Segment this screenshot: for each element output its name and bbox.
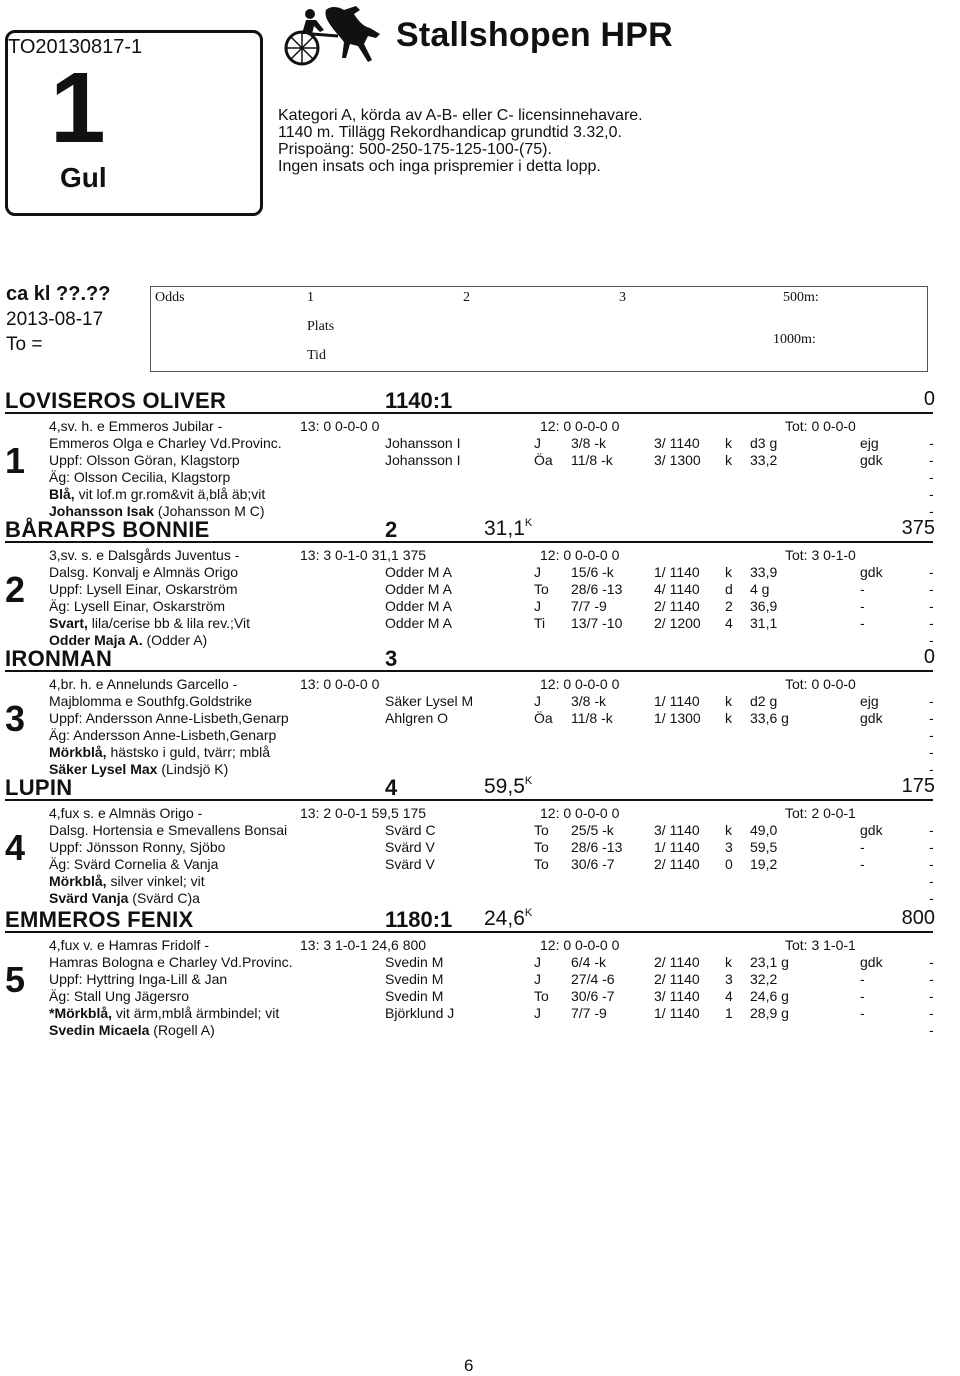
info-cell-bold: Mörkblå, bbox=[49, 873, 107, 889]
info-cell-d: Tot: 0 0-0-0 bbox=[785, 418, 856, 434]
info-cell-l: - bbox=[929, 988, 934, 1004]
horse-start-post: 4 bbox=[385, 775, 398, 800]
info-cell-f: J bbox=[534, 954, 541, 970]
info-cell-l: - bbox=[929, 971, 934, 987]
info-cell-c: 12: 0 0-0-0 0 bbox=[540, 805, 620, 821]
info-cell-l: - bbox=[929, 486, 934, 502]
horse-info-row bbox=[0, 822, 960, 839]
info-cell bbox=[49, 1005, 279, 1021]
info-cell-d: Tot: 3 0-1-0 bbox=[785, 547, 856, 563]
condition-line: Ingen insats och inga prispremier i detta lopp. bbox=[278, 158, 601, 175]
race-conditions bbox=[278, 107, 643, 175]
info-cell-l: - bbox=[929, 839, 934, 855]
info-cell-k: - bbox=[860, 615, 865, 631]
info-cell-h: 1/ 1300 bbox=[654, 710, 701, 726]
info-cell-j: 33,6 g bbox=[750, 710, 789, 726]
info-cell-c: 12: 0 0-0-0 0 bbox=[540, 418, 620, 434]
info-cell-a: Hamras Bologna e Charley Vd.Provinc. bbox=[49, 954, 293, 970]
info-cell-h: 1/ 1140 bbox=[654, 564, 700, 580]
horse-info-row bbox=[0, 873, 960, 890]
info-cell-i: 4 bbox=[725, 988, 733, 1004]
info-cell-i: k bbox=[725, 822, 732, 838]
info-cell-a: Äg: Stall Ung Jägersro bbox=[49, 988, 190, 1004]
info-cell-h: 2/ 1200 bbox=[654, 615, 701, 631]
info-cell-bold: Mörkblå, bbox=[49, 744, 107, 760]
info-cell-f: J bbox=[534, 598, 541, 614]
horse-name: BÅRARPS BONNIE bbox=[5, 517, 210, 542]
horse-money: 800 bbox=[901, 907, 935, 929]
info-cell-rest: (Svärd C)a bbox=[128, 890, 200, 906]
horse-info-row bbox=[0, 598, 960, 615]
split-1000m: 1000m: bbox=[773, 332, 816, 347]
info-cell-a: 4,fux v. e Hamras Fridolf - bbox=[49, 937, 210, 953]
horse-info-row bbox=[0, 988, 960, 1005]
info-cell-j: 19,2 bbox=[750, 856, 778, 872]
info-cell-i: 1 bbox=[725, 1005, 733, 1021]
info-cell-l: - bbox=[929, 581, 934, 597]
info-cell-i: k bbox=[725, 564, 732, 580]
info-cell-e: Odder M A bbox=[385, 598, 452, 614]
info-cell-a: Äg: Lysell Einar, Oskarström bbox=[49, 598, 226, 614]
info-cell-b: 13: 0 0-0-0 0 bbox=[300, 676, 380, 692]
info-cell-i: 0 bbox=[725, 856, 733, 872]
horse-pedigree-row bbox=[0, 418, 960, 435]
info-cell-e: Odder M A bbox=[385, 564, 452, 580]
horse-pedigree-row bbox=[0, 547, 960, 564]
horse-record bbox=[484, 907, 532, 931]
info-cell-k: gdk bbox=[860, 452, 883, 468]
horse-info-row bbox=[0, 856, 960, 873]
horse-number: 1 bbox=[5, 440, 26, 481]
info-cell-h: 1/ 1140 bbox=[654, 1005, 700, 1021]
info-cell-h: 3/ 1140 bbox=[654, 822, 700, 838]
horse-info-row bbox=[0, 1005, 960, 1022]
record-time: 24,6 bbox=[484, 907, 525, 930]
info-cell-j: 49,0 bbox=[750, 822, 778, 838]
race-color: Gul bbox=[60, 162, 107, 193]
info-cell-g: 28/6 -13 bbox=[571, 839, 623, 855]
horse-number: 3 bbox=[5, 698, 26, 739]
horse-info-row bbox=[0, 452, 960, 469]
info-cell-f: Ti bbox=[534, 615, 546, 631]
info-cell-l: - bbox=[929, 954, 934, 970]
info-cell-l: - bbox=[929, 1022, 934, 1038]
info-cell-l: - bbox=[929, 761, 934, 777]
horse-money: 0 bbox=[923, 388, 935, 410]
info-cell-i: 3 bbox=[725, 971, 733, 987]
place-3: 3 bbox=[619, 290, 626, 305]
info-cell-c: 12: 0 0-0-0 0 bbox=[540, 937, 620, 953]
info-cell-i: 2 bbox=[725, 598, 733, 614]
info-cell-e: Odder M A bbox=[385, 615, 452, 631]
info-cell bbox=[49, 615, 250, 631]
horse-info-row bbox=[0, 469, 960, 486]
start-info bbox=[6, 282, 110, 357]
info-cell-f: J bbox=[534, 693, 541, 709]
info-cell-l: - bbox=[929, 452, 934, 468]
info-cell-l: - bbox=[929, 1005, 934, 1021]
horse-info-row bbox=[0, 615, 960, 632]
info-cell-e: Svärd V bbox=[385, 839, 435, 855]
place-1: 1 bbox=[307, 290, 314, 305]
info-cell-l: - bbox=[929, 598, 934, 614]
info-cell-i: k bbox=[725, 954, 732, 970]
info-cell-j: 59,5 bbox=[750, 839, 778, 855]
horse-divider bbox=[5, 931, 933, 933]
info-cell-j: 28,9 g bbox=[750, 1005, 789, 1021]
info-cell-k: gdk bbox=[860, 564, 883, 580]
info-cell-f: J bbox=[534, 1005, 541, 1021]
info-cell-rest: (Odder A) bbox=[142, 632, 208, 648]
info-cell-e: Odder M A bbox=[385, 581, 452, 597]
horse-record bbox=[484, 775, 532, 799]
info-cell-b: 13: 3 0-1-0 31,1 375 bbox=[300, 547, 427, 563]
horse-money: 0 bbox=[923, 646, 935, 668]
info-cell-j: 24,6 g bbox=[750, 988, 789, 1004]
info-cell-j: 33,9 bbox=[750, 564, 778, 580]
info-cell-bold: *Mörkblå, bbox=[49, 1005, 113, 1021]
info-cell-h: 2/ 1140 bbox=[654, 971, 700, 987]
info-cell-a: Äg: Andersson Anne-Lisbeth,Genarp bbox=[49, 727, 277, 743]
info-cell-f: To bbox=[534, 856, 549, 872]
horse-money: 375 bbox=[901, 517, 935, 539]
info-cell-j: 23,1 g bbox=[750, 954, 789, 970]
horse-pedigree-row bbox=[0, 676, 960, 693]
info-cell-k: - bbox=[860, 1005, 865, 1021]
track-code: To = bbox=[6, 334, 43, 355]
info-cell-c: 12: 0 0-0-0 0 bbox=[540, 676, 620, 692]
info-cell-f: To bbox=[534, 988, 549, 1004]
info-cell-h: 2/ 1140 bbox=[654, 954, 700, 970]
info-cell-g: 7/7 -9 bbox=[571, 598, 607, 614]
info-cell-i: k bbox=[725, 710, 732, 726]
horse-start-post: 1140:1 bbox=[385, 388, 453, 413]
info-cell-f: J bbox=[534, 564, 541, 580]
info-cell-a: Uppf: Hyttring Inga-Lill & Jan bbox=[49, 971, 228, 987]
info-cell-e: Ahlgren O bbox=[385, 710, 449, 726]
info-cell-b: 13: 2 0-0-1 59,5 175 bbox=[300, 805, 427, 821]
info-cell bbox=[49, 873, 205, 889]
info-cell-j: 31,1 bbox=[750, 615, 778, 631]
info-cell-e: Björklund J bbox=[385, 1005, 455, 1021]
horse-start-post: 3 bbox=[385, 646, 398, 671]
info-cell-j: 4 g bbox=[750, 581, 770, 597]
record-suffix: K bbox=[524, 517, 533, 529]
info-cell-e: Svedin M bbox=[385, 971, 444, 987]
race-number: 1 bbox=[50, 52, 102, 164]
horse-info-row bbox=[0, 1022, 960, 1039]
brand-title: Stallshopen HPR bbox=[396, 16, 673, 54]
info-cell-l: - bbox=[929, 615, 934, 631]
info-cell-rest: vit lof.m gr.rom&vit ä,blå äb;vit bbox=[74, 486, 266, 502]
info-cell bbox=[49, 761, 228, 777]
info-cell-l: - bbox=[929, 822, 934, 838]
horse-info-row bbox=[0, 761, 960, 778]
horse-money: 175 bbox=[901, 775, 935, 797]
info-cell-a: 3,sv. s. e Dalsgårds Juventus - bbox=[49, 547, 240, 563]
info-cell-i: 4 bbox=[725, 615, 733, 631]
info-cell-k: ejg bbox=[860, 693, 879, 709]
info-cell-a: 4,fux s. e Almnäs Origo - bbox=[49, 805, 203, 821]
info-cell-rest: hästsko i guld, tvärr; mblå bbox=[106, 744, 270, 760]
info-cell-l: - bbox=[929, 693, 934, 709]
info-cell-f: To bbox=[534, 839, 549, 855]
info-cell-f: Öa bbox=[534, 452, 553, 468]
horse-number: 2 bbox=[5, 569, 26, 610]
horse-divider bbox=[5, 670, 933, 672]
info-cell-bold: Odder Maja A. bbox=[49, 632, 143, 648]
info-cell-a: Dalsg. Hortensia e Smevallens Bonsai bbox=[49, 822, 288, 838]
info-cell-g: 15/6 -k bbox=[571, 564, 614, 580]
info-cell-h: 2/ 1140 bbox=[654, 598, 700, 614]
info-cell-h: 1/ 1140 bbox=[654, 693, 700, 709]
horse-info-row bbox=[0, 435, 960, 452]
info-cell-l: - bbox=[929, 632, 934, 648]
plats-label: Plats bbox=[307, 319, 335, 334]
info-cell-g: 3/8 -k bbox=[571, 693, 607, 709]
info-cell-f: J bbox=[534, 435, 541, 451]
info-cell-a: 4,br. h. e Annelunds Garcello - bbox=[49, 676, 238, 692]
info-cell-bold: Svedin Micaela bbox=[49, 1022, 150, 1038]
info-cell-bold: Säker Lysel Max bbox=[49, 761, 158, 777]
horse-info-row bbox=[0, 581, 960, 598]
info-cell-g: 30/6 -7 bbox=[571, 988, 615, 1004]
info-cell-a: Uppf: Andersson Anne-Lisbeth,Genarp bbox=[49, 710, 289, 726]
info-cell-a: Äg: Svärd Cornelia & Vanja bbox=[49, 856, 219, 872]
info-cell-k: - bbox=[860, 971, 865, 987]
info-cell-g: 3/8 -k bbox=[571, 435, 607, 451]
info-cell-b: 13: 3 1-0-1 24,6 800 bbox=[300, 937, 427, 953]
info-cell-l: - bbox=[929, 873, 934, 889]
start-time: ca kl ??.?? bbox=[6, 283, 111, 305]
info-cell-e: Säker Lysel M bbox=[385, 693, 474, 709]
record-time: 59,5 bbox=[484, 775, 525, 798]
info-cell-e: Johansson I bbox=[385, 452, 461, 468]
info-cell-g: 25/5 -k bbox=[571, 822, 614, 838]
info-cell-g: 27/4 -6 bbox=[571, 971, 615, 987]
info-cell-d: Tot: 0 0-0-0 bbox=[785, 676, 856, 692]
info-cell-g: 11/8 -k bbox=[571, 710, 613, 726]
info-cell bbox=[49, 744, 270, 760]
horse-info-row bbox=[0, 632, 960, 649]
info-cell-a: Emmeros Olga e Charley Vd.Provinc. bbox=[49, 435, 282, 451]
horse-pedigree-row bbox=[0, 805, 960, 822]
info-cell bbox=[49, 1022, 215, 1038]
info-cell-f: J bbox=[534, 971, 541, 987]
info-cell-l: - bbox=[929, 435, 934, 451]
odds-box bbox=[150, 286, 928, 372]
info-cell-e: Svedin M bbox=[385, 988, 444, 1004]
info-cell-i: 3 bbox=[725, 839, 733, 855]
horse-divider bbox=[5, 412, 933, 414]
info-cell-l: - bbox=[929, 564, 934, 580]
info-cell-h: 1/ 1140 bbox=[654, 839, 700, 855]
info-cell-k: - bbox=[860, 581, 865, 597]
info-cell-j: d2 g bbox=[750, 693, 778, 709]
info-cell-a: Uppf: Olsson Göran, Klagstorp bbox=[49, 452, 240, 468]
record-time: 31,1 bbox=[484, 517, 525, 540]
info-cell-l: - bbox=[929, 469, 934, 485]
horse-record bbox=[484, 517, 532, 541]
horse-divider bbox=[5, 799, 933, 801]
info-cell-h: 3/ 1300 bbox=[654, 452, 701, 468]
info-cell-g: 13/7 -10 bbox=[571, 615, 623, 631]
info-cell-i: d bbox=[725, 581, 733, 597]
odds-label: Odds bbox=[155, 290, 185, 305]
info-cell-a: 4,sv. h. e Emmeros Jubilar - bbox=[49, 418, 223, 434]
horse-name: IRONMAN bbox=[5, 646, 113, 671]
horse-info-row bbox=[0, 890, 960, 907]
info-cell-g: 30/6 -7 bbox=[571, 856, 615, 872]
info-cell-k: - bbox=[860, 988, 865, 1004]
info-cell-h: 4/ 1140 bbox=[654, 581, 700, 597]
info-cell-a: Uppf: Jönsson Ronny, Sjöbo bbox=[49, 839, 226, 855]
info-cell-e: Svärd V bbox=[385, 856, 435, 872]
info-cell-l: - bbox=[929, 727, 934, 743]
info-cell-h: 3/ 1140 bbox=[654, 435, 700, 451]
horse-info-row bbox=[0, 486, 960, 503]
info-cell-l: - bbox=[929, 710, 934, 726]
horse-number: 5 bbox=[5, 959, 26, 1000]
info-cell-l: - bbox=[929, 503, 934, 519]
info-cell-d: Tot: 2 0-0-1 bbox=[785, 805, 856, 821]
info-cell-l: - bbox=[929, 890, 934, 906]
info-cell-f: To bbox=[534, 581, 549, 597]
info-cell-c: 12: 0 0-0-0 0 bbox=[540, 547, 620, 563]
info-cell-rest: (Johansson M C) bbox=[154, 503, 265, 519]
info-cell-f: To bbox=[534, 822, 549, 838]
info-cell-k: gdk bbox=[860, 710, 883, 726]
info-cell-bold: Johansson Isak bbox=[49, 503, 155, 519]
info-cell-g: 28/6 -13 bbox=[571, 581, 623, 597]
horse-info-row bbox=[0, 727, 960, 744]
info-cell-d: Tot: 3 1-0-1 bbox=[785, 937, 856, 953]
info-cell-e: Svedin M bbox=[385, 954, 444, 970]
condition-line: Kategori A, körda av A-B- eller C- licensinnehavare. bbox=[278, 107, 643, 124]
info-cell-h: 3/ 1140 bbox=[654, 988, 700, 1004]
info-cell-bold: Blå, bbox=[49, 486, 75, 502]
horse-start-post: 1180:1 bbox=[385, 907, 453, 932]
info-cell-l: - bbox=[929, 744, 934, 760]
horse-name: EMMEROS FENIX bbox=[5, 907, 194, 932]
info-cell-k: gdk bbox=[860, 954, 883, 970]
info-cell-k: ejg bbox=[860, 435, 879, 451]
horse-divider bbox=[5, 541, 933, 543]
info-cell-i: k bbox=[725, 693, 732, 709]
condition-line: Prispoäng: 500-250-175-125-100-(75). bbox=[278, 141, 552, 158]
info-cell-a: Majblomma e Southfg.Goldstrike bbox=[49, 693, 253, 709]
condition-line: 1140 m. Tillägg Rekordhandicap grundtid 3.32,0. bbox=[278, 124, 622, 141]
race-date: 2013-08-17 bbox=[6, 309, 104, 330]
horse-number: 4 bbox=[5, 827, 26, 868]
info-cell-i: k bbox=[725, 452, 732, 468]
info-cell-rest: vit ärm,mblå ärmbindel; vit bbox=[112, 1005, 280, 1021]
info-cell-j: d3 g bbox=[750, 435, 778, 451]
info-cell-g: 11/8 -k bbox=[571, 452, 613, 468]
info-cell-a: Dalsg. Konvalj e Almnäs Origo bbox=[49, 564, 239, 580]
info-cell-rest: silver vinkel; vit bbox=[106, 873, 205, 889]
tid-label: Tid bbox=[307, 348, 326, 363]
info-cell-g: 7/7 -9 bbox=[571, 1005, 607, 1021]
info-cell-k: - bbox=[860, 598, 865, 614]
race-id: TO20130817-1 bbox=[8, 36, 143, 58]
place-2: 2 bbox=[463, 290, 470, 305]
horse-start-post: 2 bbox=[385, 517, 398, 542]
horse-pedigree-row bbox=[0, 937, 960, 954]
record-suffix: K bbox=[524, 775, 533, 787]
info-cell bbox=[49, 486, 265, 502]
info-cell-bold: Svärd Vanja bbox=[49, 890, 129, 906]
info-cell-a: Uppf: Lysell Einar, Oskarström bbox=[49, 581, 238, 597]
record-suffix: K bbox=[524, 907, 533, 919]
info-cell-j: 32,2 bbox=[750, 971, 778, 987]
info-cell-rest: (Rogell A) bbox=[149, 1022, 215, 1038]
horse-info-row bbox=[0, 710, 960, 727]
info-cell-b: 13: 0 0-0-0 0 bbox=[300, 418, 380, 434]
info-cell-h: 2/ 1140 bbox=[654, 856, 700, 872]
info-cell bbox=[49, 890, 200, 906]
info-cell-e: Johansson I bbox=[385, 435, 461, 451]
horse-info-row bbox=[0, 839, 960, 856]
info-cell-rest: (Lindsjö K) bbox=[157, 761, 229, 777]
info-cell-bold: Svart, bbox=[49, 615, 88, 631]
info-cell-i: k bbox=[725, 435, 732, 451]
info-cell-k: - bbox=[860, 839, 865, 855]
split-500m: 500m: bbox=[783, 290, 819, 305]
horse-info-row bbox=[0, 564, 960, 581]
sulky-horse-icon bbox=[276, 0, 386, 72]
info-cell-a: Äg: Olsson Cecilia, Klagstorp bbox=[49, 469, 231, 485]
horse-info-row bbox=[0, 693, 960, 710]
horse-name: LUPIN bbox=[5, 775, 73, 800]
info-cell-j: 33,2 bbox=[750, 452, 778, 468]
horse-info-row bbox=[0, 744, 960, 761]
info-cell-k: - bbox=[860, 856, 865, 872]
horse-info-row bbox=[0, 954, 960, 971]
page-number: 6 bbox=[464, 1356, 474, 1375]
info-cell-rest: lila/cerise bb & lila rev.;Vit bbox=[87, 615, 251, 631]
info-cell-l: - bbox=[929, 856, 934, 872]
info-cell-k: gdk bbox=[860, 822, 883, 838]
info-cell-g: 6/4 -k bbox=[571, 954, 607, 970]
info-cell-e: Svärd C bbox=[385, 822, 436, 838]
horse-info-row bbox=[0, 971, 960, 988]
info-cell-j: 36,9 bbox=[750, 598, 778, 614]
info-cell-f: Öa bbox=[534, 710, 553, 726]
horse-name: LOVISEROS OLIVER bbox=[5, 388, 227, 413]
